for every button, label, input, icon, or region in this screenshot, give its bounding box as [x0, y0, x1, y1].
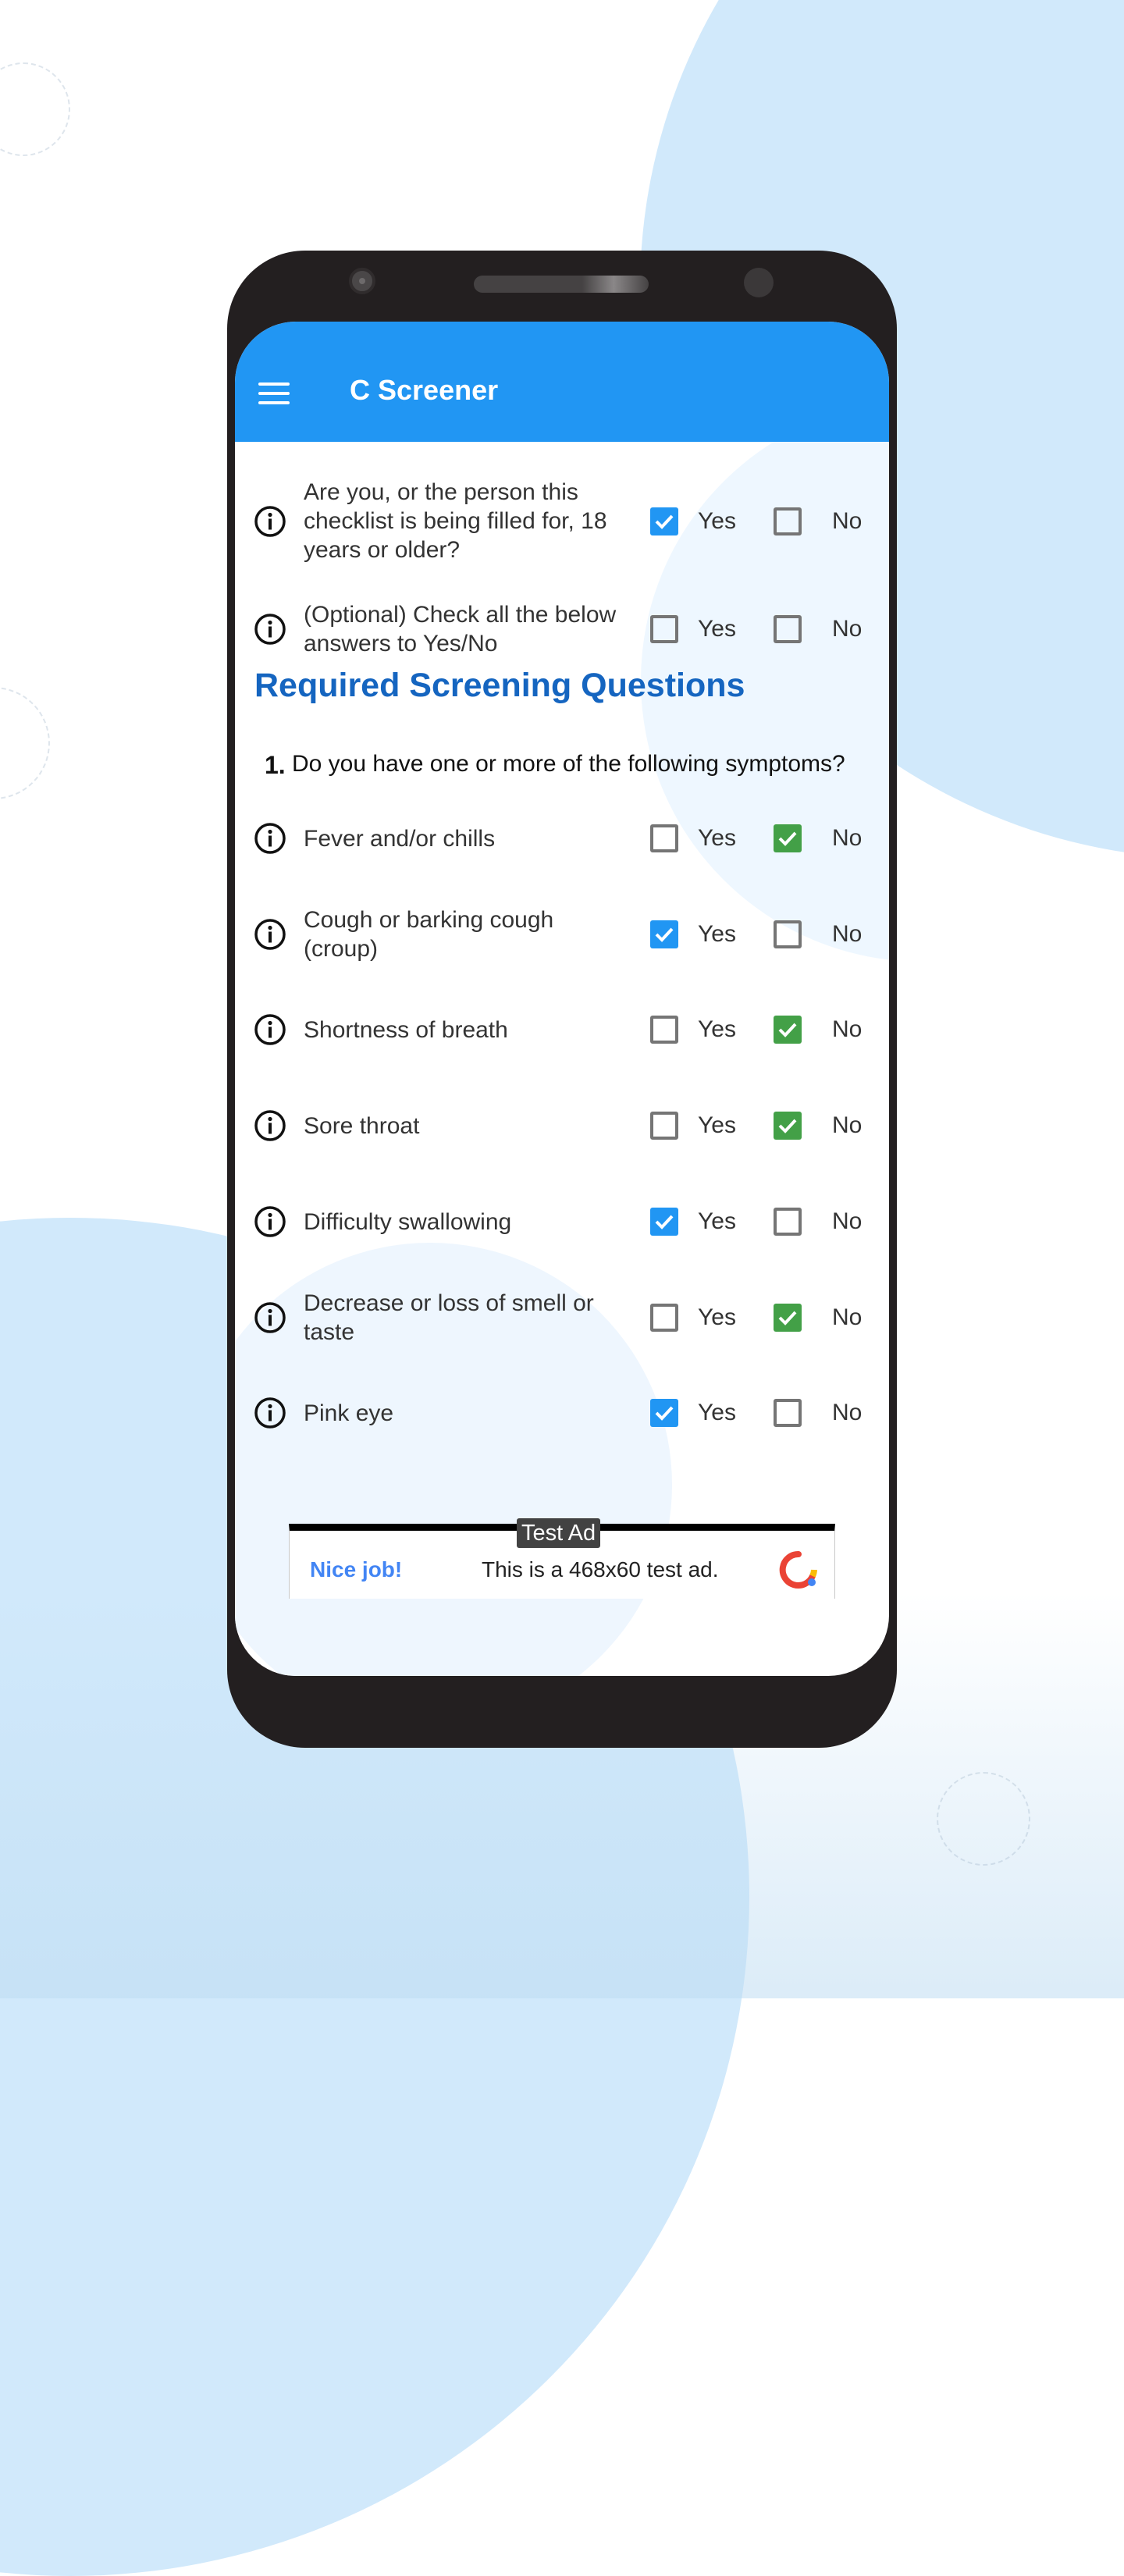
no-label: No: [832, 616, 863, 642]
question-text: Are you, or the person this checklist is being filled for, 18 years or older?: [304, 479, 607, 563]
yes-checkbox[interactable]: [650, 507, 678, 535]
question-text: Shortness of breath: [304, 1016, 508, 1043]
no-label: No: [832, 1016, 863, 1042]
no-label: No: [832, 1208, 863, 1234]
test-ad-badge: Test Ad: [517, 1518, 600, 1548]
symptom-row: [235, 1374, 889, 1452]
symptom-row: [235, 991, 889, 1069]
app-title: C Screener: [350, 374, 499, 406]
yes-label: Yes: [698, 825, 736, 851]
no-label: No: [832, 1112, 863, 1138]
question-text: (Optional) Check all the below answers to Yes/No: [304, 602, 617, 656]
sensor-icon: [744, 268, 774, 297]
yes-label: Yes: [698, 1208, 736, 1234]
info-icon[interactable]: [254, 505, 286, 538]
symptom-row: [235, 895, 889, 973]
yes-label: Yes: [698, 1304, 736, 1330]
hamburger-menu-icon[interactable]: [258, 382, 290, 404]
no-checkbox[interactable]: [774, 1208, 802, 1236]
question-text: Cough or barking cough (croup): [304, 907, 554, 962]
symptom-row: [235, 1087, 889, 1165]
symptom-row: [235, 1183, 889, 1261]
phone-screen: [235, 322, 889, 1676]
yes-label: Yes: [698, 1112, 736, 1138]
yes-checkbox[interactable]: [650, 920, 678, 948]
background-ring: [937, 1772, 1030, 1866]
question-text: Decrease or loss of smell or taste: [304, 1290, 594, 1345]
no-label: No: [832, 921, 863, 947]
no-checkbox[interactable]: [774, 920, 802, 948]
info-icon[interactable]: [254, 1301, 286, 1334]
background-ring: [0, 687, 50, 799]
no-checkbox[interactable]: [774, 1016, 802, 1044]
question-text: Difficulty swallowing: [304, 1208, 512, 1235]
yes-checkbox[interactable]: [650, 615, 678, 643]
question-text: Fever and/or chills: [304, 825, 496, 852]
yes-label: Yes: [698, 921, 736, 947]
app-bar: [235, 322, 889, 442]
no-checkbox[interactable]: [774, 1399, 802, 1427]
yes-checkbox[interactable]: [650, 1399, 678, 1427]
info-icon[interactable]: [254, 1013, 286, 1046]
no-checkbox[interactable]: [774, 507, 802, 535]
yes-label: Yes: [698, 1400, 736, 1425]
info-icon[interactable]: [254, 822, 286, 855]
no-label: No: [832, 508, 863, 534]
intro-question-row: [235, 595, 889, 664]
question-text: Sore throat: [304, 1112, 420, 1139]
no-checkbox[interactable]: [774, 824, 802, 852]
no-label: No: [832, 1304, 863, 1330]
yes-label: Yes: [698, 1016, 736, 1042]
info-icon[interactable]: [254, 918, 286, 951]
yes-checkbox[interactable]: [650, 1016, 678, 1044]
info-icon[interactable]: [254, 1205, 286, 1238]
phone-speaker: [474, 276, 649, 293]
no-checkbox[interactable]: [774, 1304, 802, 1332]
info-icon[interactable]: [254, 1397, 286, 1429]
symptom-row: [235, 799, 889, 877]
no-label: No: [832, 1400, 863, 1425]
question-text: Pink eye: [304, 1400, 394, 1426]
yes-label: Yes: [698, 508, 736, 534]
yes-label: Yes: [698, 616, 736, 642]
yes-checkbox[interactable]: [650, 1112, 678, 1140]
section-title: Required Screening Questions: [254, 667, 745, 704]
phone-frame: [227, 251, 897, 1748]
no-checkbox[interactable]: [774, 615, 802, 643]
no-checkbox[interactable]: [774, 1112, 802, 1140]
camera-icon: [349, 268, 375, 294]
info-icon[interactable]: [254, 1109, 286, 1142]
question-heading: Do you have one or more of the following symptoms?: [292, 751, 845, 777]
background-ring: [0, 62, 70, 156]
intro-question-row: [235, 473, 889, 570]
ad-headline: Nice job!: [310, 1557, 403, 1582]
yes-checkbox[interactable]: [650, 824, 678, 852]
info-icon[interactable]: [254, 613, 286, 646]
ad-text: This is a 468x60 test ad.: [482, 1557, 719, 1582]
ad-logo-icon: [778, 1550, 819, 1590]
yes-checkbox[interactable]: [650, 1208, 678, 1236]
yes-checkbox[interactable]: [650, 1304, 678, 1332]
symptom-row: [235, 1279, 889, 1357]
question-number: 1.: [265, 751, 286, 779]
no-label: No: [832, 825, 863, 851]
